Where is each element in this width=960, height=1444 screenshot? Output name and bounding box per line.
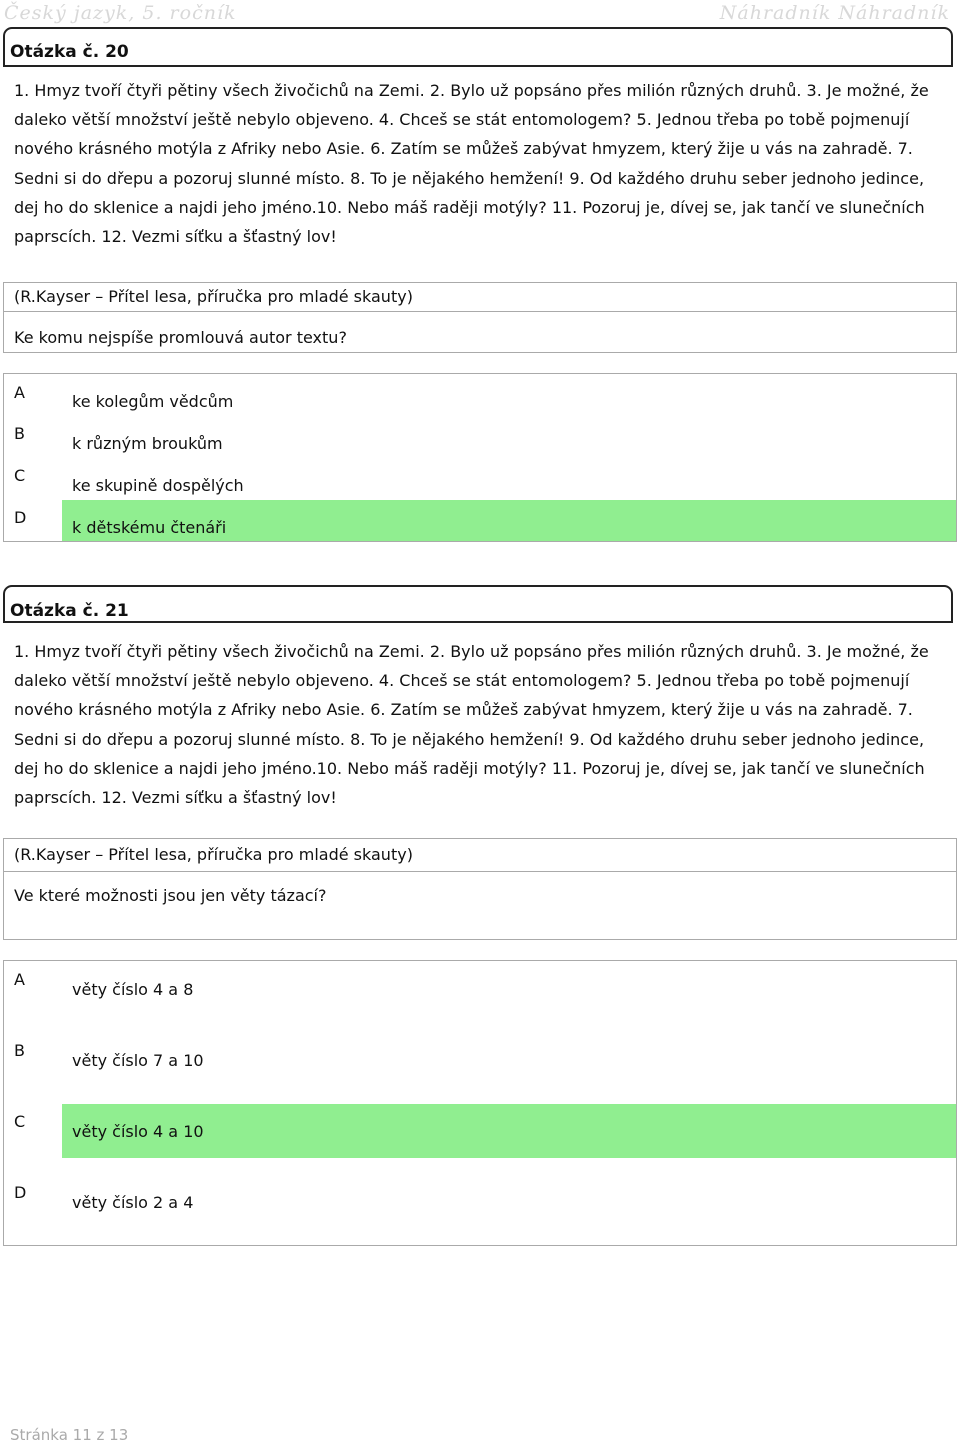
divider [3, 871, 957, 872]
option-c[interactable]: ke skupině dospělých [72, 476, 244, 495]
divider [3, 373, 957, 374]
question-21-title-box [3, 585, 953, 623]
option-letter-c: C [14, 1112, 26, 1131]
question-20-prompt: Ke komu nejspíše promlouvá autor textu? [14, 328, 347, 347]
option-letter-d: D [14, 508, 27, 527]
question-21-title: Otázka č. 21 [10, 601, 129, 621]
option-letter-b: B [14, 424, 25, 443]
option-letter-d: D [14, 1183, 27, 1202]
question-21-citation: (R.Kayser – Přítel lesa, příručka pro mladé skauty) [14, 845, 413, 864]
option-d[interactable]: k dětskému čtenáři [72, 518, 227, 537]
option-letter-b: B [14, 1041, 25, 1060]
option-d[interactable]: věty číslo 2 a 4 [72, 1193, 194, 1212]
option-a[interactable]: věty číslo 4 a 8 [72, 980, 194, 999]
option-letter-c: C [14, 466, 26, 485]
question-21-text: 1. Hmyz tvoří čtyři pětiny všech živočichů na Zemi. 2. Bylo už popsáno přes milión různých druhů. 3. Je možné, že daleko větší množství ještě nebylo objeveno. 4. Chceš se stát entomologem? 5. Jednou třeba po tobě pojmenují nového krásného motýla z Afriky nebo Asie. 6. Zatím se můžeš zabývat hmyzem, který žije u vás na zahradě. 7. Sedni si do dřepu a pozoruj slunné místo. 8. To je nějakého hemžení! 9. Od každého druhu seber jednoho jedince, dej ho do sklenice a najdi jeho jméno.10. Nebo máš raději motýly? 11. Pozoruj je, dívej se, jak tančí ve slunečních paprscích. 12. Vezmi síťku a šťastný lov! [14, 642, 929, 808]
question-20-text: 1. Hmyz tvoří čtyři pětiny všech živočichů na Zemi. 2. Bylo už popsáno přes milión různých druhů. 3. Je možné, že daleko větší množství ještě nebylo objeveno. 4. Chceš se stát entomologem? 5. Jednou třeba po tobě pojmenují nového krásného motýla z Afriky nebo Asie. 6. Zatím se můžeš zabývat hmyzem, který žije u vás na zahradě. 7. Sedni si do dřepu a pozoruj slunné místo. 8. To je nějakého hemžení! 9. Od každého druhu seber jednoho jedince, dej ho do sklenice a najdi jeho jméno.10. Nebo máš raději motýly? 11. Pozoruj je, dívej se, jak tančí ve slunečních paprscích. 12. Vezmi síťku a šťastný lov! [14, 81, 929, 247]
subject-header: Český jazyk, 5. ročník [4, 2, 237, 24]
question-20-title: Otázka č. 20 [10, 42, 129, 62]
question-20-citation: (R.Kayser – Přítel lesa, příručka pro mladé skauty) [14, 287, 413, 306]
question-20-title-box [3, 27, 953, 67]
option-letter-a: A [14, 970, 25, 989]
student-name-header: Náhradník Náhradník [719, 2, 950, 24]
option-a[interactable]: ke kolegům vědcům [72, 392, 234, 411]
page-number: Stránka 11 z 13 [10, 1426, 129, 1444]
option-c[interactable]: věty číslo 4 a 10 [72, 1122, 204, 1141]
option-letter-a: A [14, 383, 25, 402]
question-21-prompt: Ve které možnosti jsou jen věty tázací? [14, 886, 327, 905]
divider [3, 311, 957, 312]
option-b[interactable]: k různým broukům [72, 434, 223, 453]
option-b[interactable]: věty číslo 7 a 10 [72, 1051, 204, 1070]
